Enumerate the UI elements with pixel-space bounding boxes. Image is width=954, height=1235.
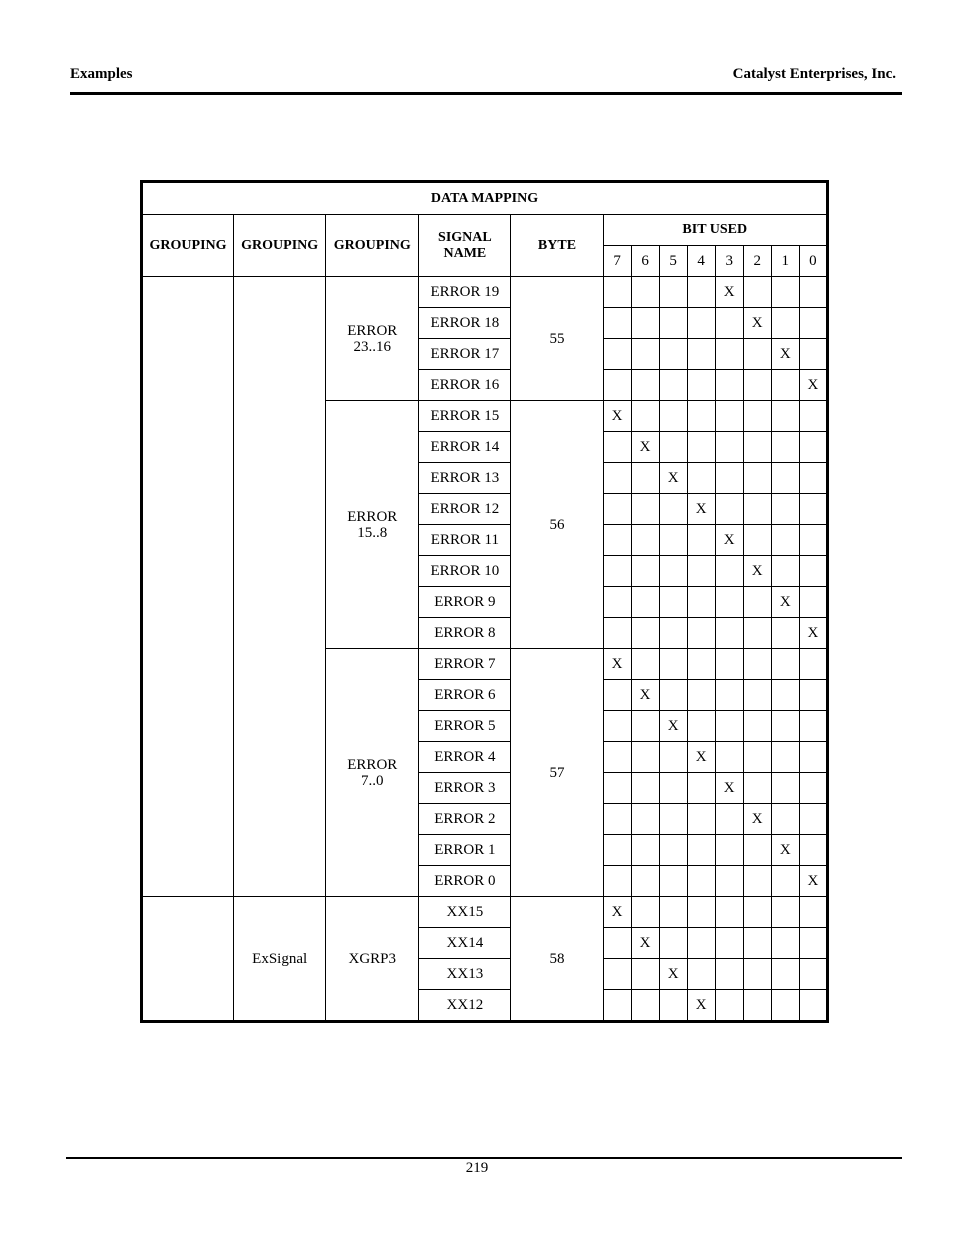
bit-cell-6: [631, 835, 659, 866]
header-grouping-2: GROUPING: [234, 215, 326, 277]
bit-cell-3: [715, 308, 743, 339]
bit-cell-0: X: [799, 370, 827, 401]
bit-cell-0: [799, 277, 827, 308]
bit-cell-7: [603, 556, 631, 587]
bit-cell-4: [687, 556, 715, 587]
bit-cell-7: [603, 525, 631, 556]
bit-cell-2: [743, 773, 771, 804]
bit-cell-2: [743, 897, 771, 928]
bit-cell-5: [659, 525, 687, 556]
bit-cell-4: [687, 680, 715, 711]
bit-cell-6: [631, 463, 659, 494]
bit-cell-6: [631, 618, 659, 649]
bit-cell-4: [687, 525, 715, 556]
bit-cell-1: [771, 866, 799, 897]
bit-cell-3: [715, 680, 743, 711]
signal-name-cell: ERROR 17: [419, 339, 511, 370]
header-grouping-1: GROUPING: [142, 215, 234, 277]
bit-cell-3: [715, 339, 743, 370]
bit-cell-2: [743, 494, 771, 525]
bit-cell-4: [687, 773, 715, 804]
bit-cell-3: [715, 587, 743, 618]
bit-cell-2: X: [743, 308, 771, 339]
bit-cell-1: [771, 928, 799, 959]
bit-cell-7: [603, 339, 631, 370]
bit-cell-7: [603, 587, 631, 618]
bit-cell-6: [631, 959, 659, 990]
bit-cell-3: [715, 494, 743, 525]
bit-cell-1: X: [771, 835, 799, 866]
bit-cell-7: X: [603, 401, 631, 432]
bit-cell-1: X: [771, 587, 799, 618]
bit-cell-2: [743, 277, 771, 308]
bit-cell-4: [687, 463, 715, 494]
bit-cell-5: [659, 928, 687, 959]
bit-cell-2: [743, 742, 771, 773]
bit-cell-7: [603, 463, 631, 494]
bit-cell-7: [603, 866, 631, 897]
bit-cell-5: [659, 618, 687, 649]
bit-cell-6: [631, 897, 659, 928]
bit-cell-2: [743, 866, 771, 897]
bit-cell-5: [659, 308, 687, 339]
bit-cell-6: [631, 556, 659, 587]
bit-cell-0: [799, 494, 827, 525]
signal-name-cell: XX14: [419, 928, 511, 959]
bit-cell-3: [715, 618, 743, 649]
bit-header-6: 6: [631, 246, 659, 277]
bit-cell-0: [799, 928, 827, 959]
bit-cell-2: X: [743, 556, 771, 587]
bit-cell-0: [799, 835, 827, 866]
bit-cell-2: [743, 525, 771, 556]
bit-cell-7: [603, 928, 631, 959]
bit-cell-2: [743, 432, 771, 463]
signal-name-cell: ERROR 3: [419, 773, 511, 804]
bit-cell-1: [771, 370, 799, 401]
bit-cell-1: X: [771, 339, 799, 370]
bit-cell-5: [659, 773, 687, 804]
bit-cell-1: [771, 742, 799, 773]
bit-cell-6: [631, 401, 659, 432]
bit-cell-6: X: [631, 680, 659, 711]
bit-cell-2: [743, 649, 771, 680]
bit-cell-4: X: [687, 494, 715, 525]
bit-cell-6: [631, 308, 659, 339]
grouping3-cell: ERROR 23..16: [326, 277, 419, 401]
bit-cell-4: [687, 959, 715, 990]
bit-cell-6: [631, 866, 659, 897]
bit-cell-4: [687, 897, 715, 928]
bit-cell-1: [771, 525, 799, 556]
bit-cell-5: [659, 897, 687, 928]
bit-cell-6: X: [631, 928, 659, 959]
bit-cell-4: [687, 308, 715, 339]
bit-cell-5: [659, 990, 687, 1022]
bit-cell-0: [799, 773, 827, 804]
bit-cell-5: [659, 401, 687, 432]
bit-cell-3: [715, 928, 743, 959]
bit-cell-0: X: [799, 618, 827, 649]
bit-cell-0: [799, 463, 827, 494]
bit-cell-5: [659, 370, 687, 401]
bit-cell-5: [659, 432, 687, 463]
bit-header-1: 1: [771, 246, 799, 277]
bit-cell-5: [659, 649, 687, 680]
byte-cell: 57: [511, 649, 603, 897]
bit-cell-3: [715, 866, 743, 897]
bit-cell-2: X: [743, 804, 771, 835]
header-section-title: Examples: [70, 66, 133, 82]
bit-cell-6: [631, 990, 659, 1022]
bit-cell-6: [631, 649, 659, 680]
bit-cell-3: [715, 463, 743, 494]
bit-cell-0: X: [799, 866, 827, 897]
bit-cell-5: [659, 277, 687, 308]
bit-cell-7: [603, 370, 631, 401]
bit-cell-0: [799, 587, 827, 618]
bit-cell-1: [771, 959, 799, 990]
bit-cell-5: X: [659, 463, 687, 494]
bit-cell-1: [771, 463, 799, 494]
bit-cell-1: [771, 432, 799, 463]
bit-cell-3: [715, 556, 743, 587]
bit-cell-3: [715, 959, 743, 990]
bit-cell-4: [687, 649, 715, 680]
bit-cell-6: [631, 711, 659, 742]
bit-cell-2: [743, 959, 771, 990]
signal-name-cell: ERROR 7: [419, 649, 511, 680]
signal-name-cell: ERROR 1: [419, 835, 511, 866]
bit-cell-1: [771, 401, 799, 432]
bit-cell-1: [771, 277, 799, 308]
bit-cell-1: [771, 680, 799, 711]
grouping3-cell: XGRP3: [326, 897, 419, 1022]
bit-cell-3: [715, 742, 743, 773]
bit-cell-6: [631, 773, 659, 804]
bit-cell-5: [659, 742, 687, 773]
bit-cell-4: [687, 866, 715, 897]
bit-cell-5: [659, 339, 687, 370]
grouping1-cell: [142, 277, 234, 897]
bit-header-5: 5: [659, 246, 687, 277]
bit-cell-7: [603, 711, 631, 742]
bit-cell-1: [771, 308, 799, 339]
signal-name-cell: ERROR 12: [419, 494, 511, 525]
bit-cell-7: [603, 277, 631, 308]
table-row: [142, 277, 828, 308]
bit-cell-3: [715, 432, 743, 463]
bit-cell-0: [799, 556, 827, 587]
bit-cell-3: [715, 990, 743, 1022]
signal-name-cell: XX15: [419, 897, 511, 928]
bit-cell-7: [603, 835, 631, 866]
bit-cell-4: [687, 618, 715, 649]
bit-cell-3: [715, 649, 743, 680]
page-number: 219: [465, 1160, 489, 1176]
bit-cell-1: [771, 990, 799, 1022]
bit-cell-6: [631, 277, 659, 308]
bit-cell-0: [799, 680, 827, 711]
bit-cell-4: [687, 339, 715, 370]
bit-cell-5: [659, 556, 687, 587]
bit-cell-4: [687, 432, 715, 463]
bit-cell-6: [631, 587, 659, 618]
bit-cell-1: [771, 649, 799, 680]
bit-cell-5: [659, 835, 687, 866]
bit-cell-4: [687, 711, 715, 742]
bit-cell-3: [715, 835, 743, 866]
bit-cell-3: [715, 401, 743, 432]
header-rule: [70, 92, 902, 95]
bit-cell-3: [715, 897, 743, 928]
bit-cell-6: [631, 742, 659, 773]
bit-header-2: 2: [743, 246, 771, 277]
signal-name-cell: ERROR 18: [419, 308, 511, 339]
signal-name-cell: ERROR 9: [419, 587, 511, 618]
signal-name-cell: ERROR 4: [419, 742, 511, 773]
signal-name-cell: ERROR 15: [419, 401, 511, 432]
signal-name-cell: ERROR 5: [419, 711, 511, 742]
bit-cell-5: [659, 587, 687, 618]
bit-cell-2: [743, 711, 771, 742]
signal-name-cell: XX12: [419, 990, 511, 1022]
bit-cell-4: X: [687, 742, 715, 773]
bit-cell-2: [743, 680, 771, 711]
bit-cell-0: [799, 990, 827, 1022]
bit-cell-3: [715, 804, 743, 835]
bit-cell-0: [799, 804, 827, 835]
bit-cell-2: [743, 928, 771, 959]
bit-cell-4: X: [687, 990, 715, 1022]
bit-cell-3: X: [715, 773, 743, 804]
bit-cell-1: [771, 494, 799, 525]
bit-cell-2: [743, 990, 771, 1022]
signal-name-cell: ERROR 16: [419, 370, 511, 401]
header-bit-used: BIT USED: [603, 215, 827, 246]
bit-cell-6: [631, 494, 659, 525]
bit-cell-6: [631, 339, 659, 370]
bit-cell-1: [771, 618, 799, 649]
bit-cell-3: X: [715, 277, 743, 308]
bit-cell-2: [743, 618, 771, 649]
bit-cell-5: [659, 866, 687, 897]
bit-cell-1: [771, 804, 799, 835]
bit-cell-7: [603, 618, 631, 649]
bit-cell-7: X: [603, 649, 631, 680]
header-signal-name: SIGNAL NAME: [419, 215, 511, 277]
grouping2-cell: [234, 277, 326, 897]
bit-cell-5: [659, 804, 687, 835]
bit-cell-7: [603, 959, 631, 990]
grouping2-cell: ExSignal: [234, 897, 326, 1022]
bit-cell-4: [687, 277, 715, 308]
bit-header-3: 3: [715, 246, 743, 277]
bit-cell-7: [603, 773, 631, 804]
bit-cell-7: [603, 804, 631, 835]
header-byte: BYTE: [511, 215, 603, 277]
bit-cell-6: X: [631, 432, 659, 463]
bit-cell-4: [687, 928, 715, 959]
bit-cell-6: [631, 370, 659, 401]
grouping1-cell: [142, 897, 234, 1022]
bit-cell-7: X: [603, 897, 631, 928]
signal-name-cell: ERROR 19: [419, 277, 511, 308]
bit-cell-4: [687, 370, 715, 401]
grouping3-cell: ERROR 15..8: [326, 401, 419, 649]
signal-name-cell: ERROR 10: [419, 556, 511, 587]
table-row: [142, 897, 828, 928]
bit-cell-7: [603, 680, 631, 711]
bit-cell-3: [715, 370, 743, 401]
bit-cell-6: [631, 804, 659, 835]
bit-cell-0: [799, 432, 827, 463]
bit-header-0: 0: [799, 246, 827, 277]
bit-cell-0: [799, 525, 827, 556]
data-mapping-table: [140, 180, 829, 1023]
signal-name-cell: ERROR 13: [419, 463, 511, 494]
bit-cell-1: [771, 556, 799, 587]
bit-header-7: 7: [603, 246, 631, 277]
bit-cell-2: [743, 463, 771, 494]
bit-cell-1: [771, 773, 799, 804]
byte-cell: 58: [511, 897, 603, 1022]
bit-cell-5: X: [659, 959, 687, 990]
header-grouping-3: GROUPING: [326, 215, 419, 277]
bit-cell-3: [715, 711, 743, 742]
signal-name-cell: ERROR 2: [419, 804, 511, 835]
signal-name-cell: ERROR 6: [419, 680, 511, 711]
bit-cell-5: [659, 680, 687, 711]
signal-name-cell: ERROR 14: [419, 432, 511, 463]
signal-name-cell: XX13: [419, 959, 511, 990]
bit-cell-2: [743, 587, 771, 618]
bit-cell-6: [631, 525, 659, 556]
bit-cell-0: [799, 401, 827, 432]
bit-header-4: 4: [687, 246, 715, 277]
bit-cell-0: [799, 742, 827, 773]
bit-cell-4: [687, 835, 715, 866]
bit-cell-4: [687, 587, 715, 618]
bit-cell-0: [799, 308, 827, 339]
signal-name-cell: ERROR 11: [419, 525, 511, 556]
bit-cell-3: X: [715, 525, 743, 556]
footer-rule: [66, 1157, 902, 1159]
bit-cell-1: [771, 897, 799, 928]
bit-cell-1: [771, 711, 799, 742]
bit-cell-0: [799, 339, 827, 370]
bit-cell-7: [603, 308, 631, 339]
byte-cell: 56: [511, 401, 603, 649]
bit-cell-0: [799, 649, 827, 680]
bit-cell-7: [603, 990, 631, 1022]
byte-cell: 55: [511, 277, 603, 401]
bit-cell-7: [603, 742, 631, 773]
signal-name-cell: ERROR 0: [419, 866, 511, 897]
bit-cell-4: [687, 401, 715, 432]
bit-cell-7: [603, 432, 631, 463]
bit-cell-0: [799, 711, 827, 742]
bit-cell-0: [799, 897, 827, 928]
signal-name-cell: ERROR 8: [419, 618, 511, 649]
bit-cell-5: X: [659, 711, 687, 742]
bit-cell-4: [687, 804, 715, 835]
bit-cell-2: [743, 339, 771, 370]
bit-cell-2: [743, 401, 771, 432]
bit-cell-2: [743, 370, 771, 401]
grouping3-cell: ERROR 7..0: [326, 649, 419, 897]
bit-cell-5: [659, 494, 687, 525]
bit-cell-7: [603, 494, 631, 525]
bit-cell-2: [743, 835, 771, 866]
header-company-name: Catalyst Enterprises, Inc.: [732, 66, 896, 82]
table-title: DATA MAPPING: [142, 182, 828, 215]
bit-cell-0: [799, 959, 827, 990]
